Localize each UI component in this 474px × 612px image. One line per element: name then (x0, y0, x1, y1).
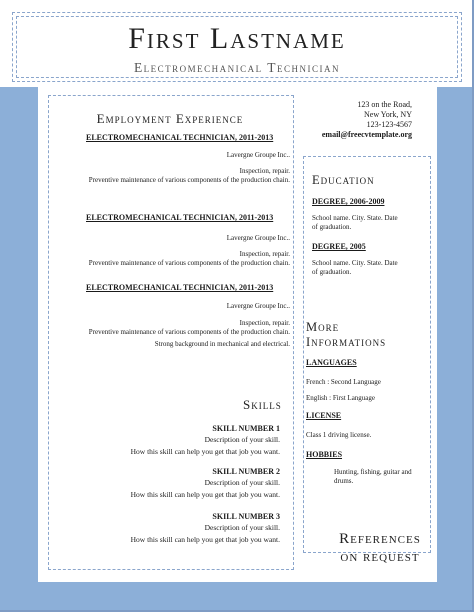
language-item: English : First Language (306, 394, 376, 402)
job-company: Lavergne Groupe Inc.. (226, 302, 290, 310)
hobbies-line: drums. (334, 477, 354, 485)
job-title: ELECTROMECHANICAL TECHNICIAN, 2011-2013 (86, 133, 274, 142)
contact-address-line2: New York, NY (363, 110, 412, 119)
more-info-heading-line1: More (306, 320, 340, 334)
skill-entry (86, 512, 280, 545)
job-line: Preventive maintenance of various components of the production chain. (88, 176, 290, 184)
job-company: Lavergne Groupe Inc.. (226, 234, 290, 242)
degree-detail: of graduation. (312, 268, 352, 276)
job-line: Inspection, repair. (239, 250, 290, 258)
contact-block (300, 100, 412, 140)
hobbies-heading: HOBBIES (306, 450, 343, 459)
contact-email[interactable]: email@freecvtemplate.org (321, 130, 412, 139)
education-heading: Education (312, 173, 375, 187)
employment-heading: Employment Experience (96, 111, 244, 126)
job-title: ELECTROMECHANICAL TECHNICIAN, 2011-2013 (86, 213, 274, 222)
skill-entry (86, 424, 280, 457)
job-entry (86, 133, 290, 185)
candidate-job-title: Electromechanical Technician (133, 60, 341, 75)
skill-benefit: How this skill can help you get that job you want. (130, 535, 280, 544)
languages-section (306, 357, 426, 403)
job-company: Lavergne Groupe Inc.. (226, 151, 290, 159)
degree-school: School name. City. State. Date (312, 259, 398, 267)
job-line: Preventive maintenance of various components of the production chain. (88, 259, 290, 267)
references-line2: on request (340, 549, 420, 565)
license-section (306, 410, 426, 440)
degree-title: DEGREE, 2006-2009 (312, 197, 385, 206)
contact-phone: 123-123-4567 (366, 120, 412, 129)
skill-description: Description of your skill. (204, 435, 280, 444)
more-info-heading-line2: Informations (306, 335, 387, 349)
job-line: Inspection, repair. (239, 319, 290, 327)
degree-school: School name. City. State. Date (312, 214, 398, 222)
skill-description: Description of your skill. (204, 523, 280, 532)
skill-benefit: How this skill can help you get that job you want. (130, 447, 280, 456)
degree-title: DEGREE, 2005 (312, 242, 366, 251)
skill-benefit: How this skill can help you get that job you want. (130, 490, 280, 499)
education-entry (312, 196, 424, 232)
job-line: Preventive maintenance of various components of the production chain. (88, 328, 290, 336)
languages-heading: LANGUAGES (306, 358, 357, 367)
references-note (330, 530, 430, 566)
skill-description: Description of your skill. (204, 478, 280, 487)
education-entry (312, 241, 424, 277)
job-title: ELECTROMECHANICAL TECHNICIAN, 2011-2013 (86, 283, 274, 292)
skill-name: SKILL NUMBER 3 (212, 512, 280, 521)
candidate-name: First Lastname (128, 22, 346, 55)
license-item: Class 1 driving license. (306, 431, 372, 439)
license-heading: LICENSE (306, 411, 342, 420)
job-entry (86, 283, 290, 349)
degree-detail: of graduation. (312, 223, 352, 231)
hobbies-line: Hunting, fishing, guitar and (334, 468, 412, 476)
job-line: Inspection, repair. (239, 167, 290, 175)
skills-heading: Skills (243, 397, 282, 412)
contact-address-line1: 123 on the Road, (357, 100, 412, 109)
job-line: Strong background in mechanical and electrical. (154, 340, 290, 348)
references-line1: References (339, 531, 421, 547)
skill-name: SKILL NUMBER 2 (212, 467, 280, 476)
language-item: French : Second Language (306, 378, 381, 386)
more-info-heading (306, 320, 426, 350)
hobbies-section (306, 449, 426, 486)
skill-entry (86, 467, 280, 500)
job-entry (86, 213, 290, 268)
skill-name: SKILL NUMBER 1 (212, 424, 280, 433)
